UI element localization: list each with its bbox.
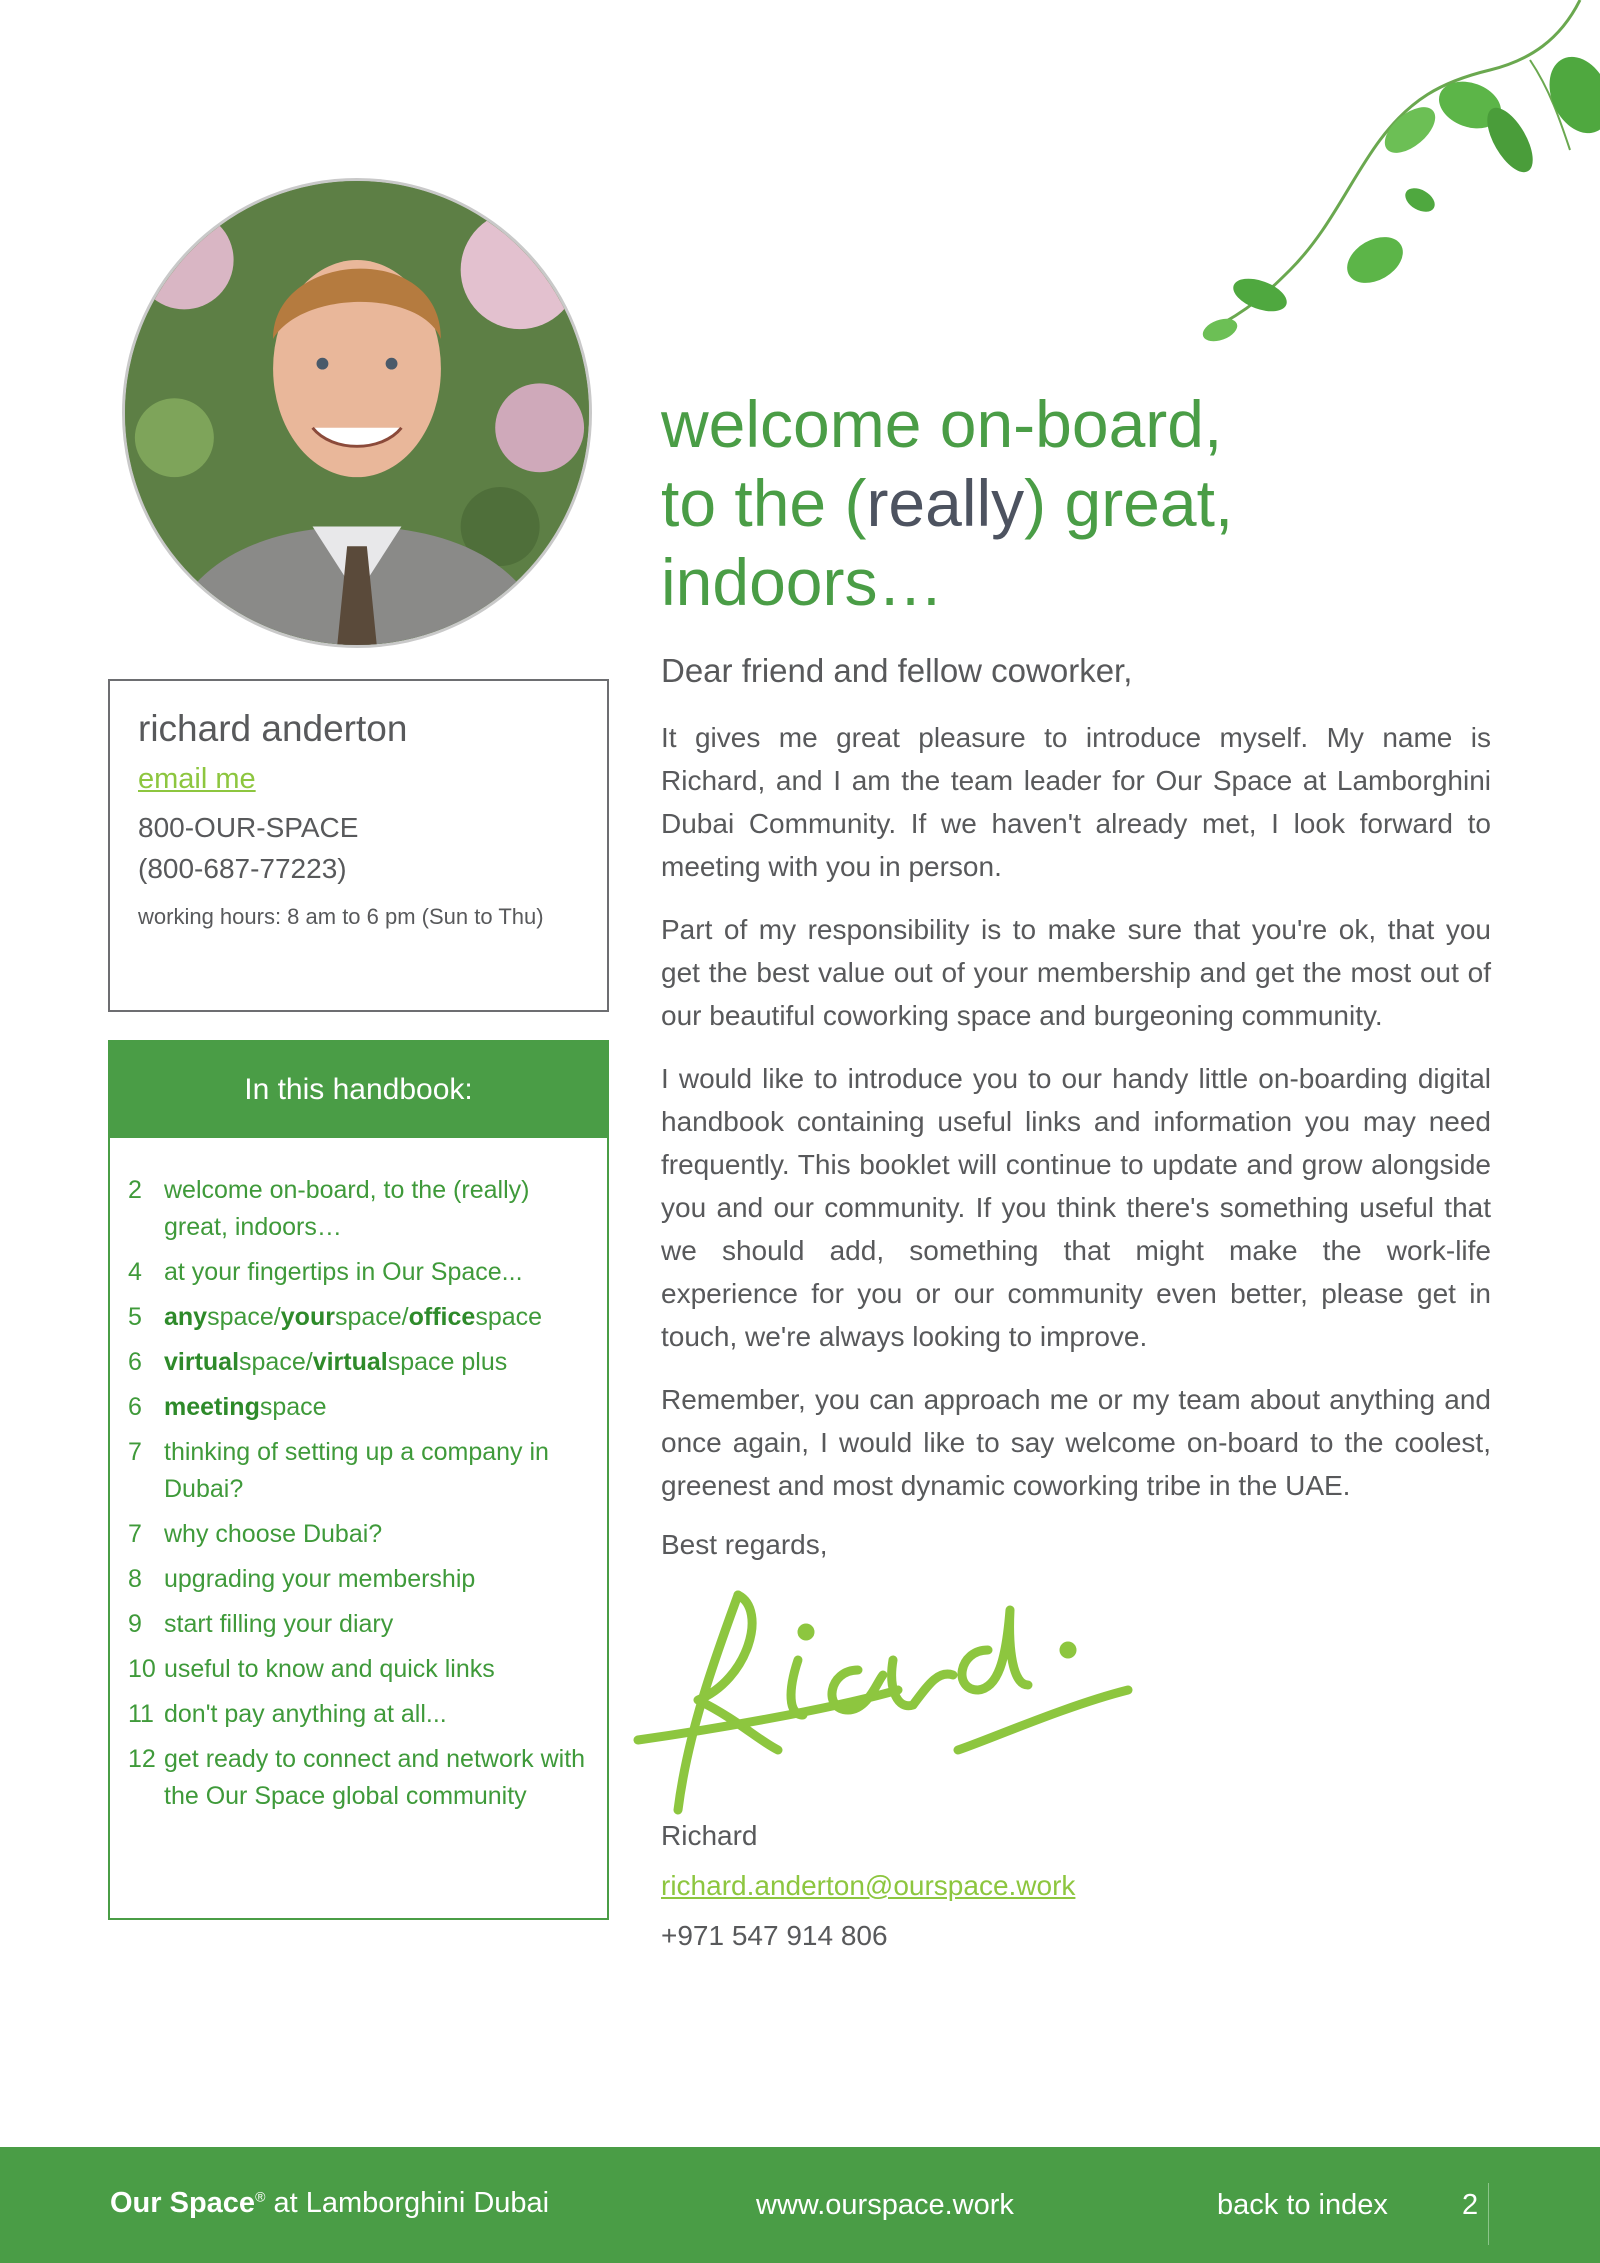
headline-pre: to the (: [661, 466, 867, 540]
toc-label-segment: space/: [207, 1303, 281, 1331]
vine-decoration: [1110, 0, 1600, 350]
toc-label-segment: space: [259, 1393, 327, 1421]
toc-item[interactable]: [128, 1741, 589, 1815]
toc-item[interactable]: [128, 1299, 589, 1336]
phone-word: 800-OUR-SPACE: [138, 812, 359, 844]
toc-item-label: welcome on-board, to the (really) great, indoors…: [164, 1176, 530, 1241]
back-to-index-link[interactable]: back to index: [1217, 2189, 1388, 2221]
headline-line-3: indoors…: [661, 545, 944, 619]
toc-page-number: 7: [128, 1438, 142, 1466]
toc-page-number: 6: [128, 1348, 142, 1376]
toc-page-number: 12: [128, 1745, 156, 1773]
toc-item[interactable]: [128, 1561, 589, 1598]
toc-label-segment: space plus: [387, 1348, 508, 1376]
sign-email-link[interactable]: richard.anderton@ourspace.work: [661, 1870, 1076, 1901]
toc-label-segment: any: [164, 1303, 208, 1331]
toc-item[interactable]: [128, 1696, 589, 1733]
toc-label-segment: your: [280, 1303, 335, 1331]
handbook-title: In this handbook:: [110, 1042, 607, 1138]
website-link[interactable]: www.ourspace.work: [756, 2189, 1014, 2221]
toc-page-number: 10: [128, 1655, 156, 1683]
toc-item[interactable]: [128, 1434, 589, 1508]
toc-item-label: [164, 1344, 589, 1381]
footer-divider: [1488, 2183, 1489, 2245]
toc-item-label: don't pay anything at all...: [164, 1700, 447, 1728]
toc-label-segment: space: [475, 1303, 543, 1331]
toc-label-segment: office: [408, 1303, 476, 1331]
phone-number: (800-687-77223): [138, 852, 347, 884]
headline-post: ) great,: [1024, 466, 1234, 540]
sign-name: Richard: [661, 1820, 758, 1851]
toc-page-number: 7: [128, 1520, 142, 1548]
toc-page-number: 2: [128, 1176, 142, 1204]
registered-mark: ®: [255, 2188, 266, 2205]
toc-page-number: 8: [128, 1565, 142, 1593]
toc-item-label: upgrading your membership: [164, 1565, 476, 1593]
toc-item-label: why choose Dubai?: [164, 1520, 383, 1548]
toc-page-number: 9: [128, 1610, 142, 1638]
headline-line-1: welcome on-board,: [661, 387, 1223, 461]
main-content: [661, 385, 1491, 1561]
paragraph-2: Part of my responsibility is to make sure that you're ok, that you get the best value out of your membership and get the most out of our beautiful coworking space and burgeoning community.: [661, 914, 1491, 1031]
toc-item[interactable]: [128, 1606, 589, 1643]
toc-item[interactable]: [128, 1389, 589, 1426]
headline: [661, 385, 1491, 622]
sign-phone: +971 547 914 806: [661, 1920, 888, 1951]
contact-name: richard anderton: [138, 708, 408, 749]
toc-item-label: useful to know and quick links: [164, 1655, 495, 1683]
footer: [0, 2147, 1600, 2263]
toc-label-segment: virtual: [312, 1348, 388, 1376]
paragraph-4: Remember, you can approach me or my team about anything and once again, I would like to say welcome on-board to the coolest, greenest and most dynamic coworking tribe in the UAE.: [661, 1384, 1491, 1501]
profile-photo: [122, 178, 592, 648]
toc-label-segment: virtual: [164, 1348, 240, 1376]
paragraph-1: It gives me great pleasure to introduce myself. My name is Richard, and I am the team leader for Our Space at Lamborghini Dubai Community. If we haven't already met, I look forward to meeting with you in person.: [661, 722, 1491, 882]
closing: Best regards,: [661, 1529, 828, 1560]
working-hours: working hours: 8 am to 6 pm (Sun to Thu): [138, 903, 544, 929]
email-me-link[interactable]: email me: [138, 763, 256, 796]
footer-brand: [110, 2187, 549, 2220]
toc-item-label: at your fingertips in Our Space...: [164, 1258, 523, 1286]
contact-card: [108, 679, 609, 1012]
headline-emphasis: really: [866, 466, 1025, 540]
toc-item-label: [164, 1389, 589, 1426]
toc-item[interactable]: [128, 1344, 589, 1381]
toc-item-label: get ready to connect and network with the Our Space global community: [164, 1745, 586, 1810]
toc-page-number: 6: [128, 1393, 142, 1421]
toc-list: [110, 1138, 607, 1815]
brand-location: at Lamborghini Dubai: [273, 2187, 550, 2219]
paragraph-3: I would like to introduce you to our handy little on-boarding digital handbook containing useful links and information you may need frequently. This booklet will continue to update and grow alongside you and our community. If you think there's something useful that we should add, something that might make the work-life experience for you or our community even better, please get in touch, we're always looking to improve.: [661, 1063, 1491, 1352]
handwritten-signature: [628, 1590, 1148, 1820]
toc-item[interactable]: [128, 1172, 589, 1246]
brand-name: Our Space: [110, 2187, 256, 2219]
toc-page-number: 5: [128, 1303, 142, 1331]
toc-label-segment: space/: [334, 1303, 409, 1331]
greeting: Dear friend and fellow coworker,: [661, 652, 1133, 689]
toc-item-label: thinking of setting up a company in Dubai?: [164, 1438, 549, 1503]
toc-label-segment: space/: [239, 1348, 313, 1376]
toc-item-label: start filling your diary: [164, 1610, 394, 1638]
contact-phone: [138, 808, 579, 889]
toc-label-segment: meeting: [164, 1393, 260, 1421]
sign-block: [661, 1820, 1075, 1952]
toc-page-number: 11: [128, 1700, 154, 1728]
toc-item[interactable]: [128, 1254, 589, 1291]
toc-item[interactable]: [128, 1516, 589, 1553]
toc-item-label: [164, 1299, 589, 1336]
page-number: 2: [1462, 2189, 1479, 2221]
toc-item[interactable]: [128, 1651, 589, 1688]
toc-page-number: 4: [128, 1258, 142, 1286]
handbook-toc: [108, 1040, 609, 1920]
